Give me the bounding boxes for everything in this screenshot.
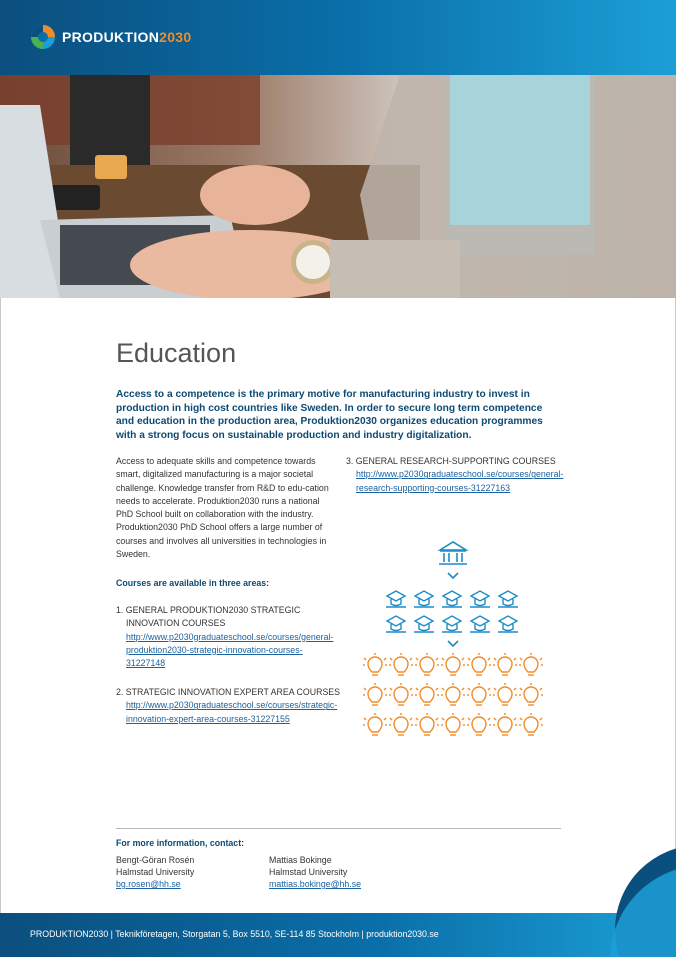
body-column [116, 455, 334, 561]
course-item [116, 604, 334, 670]
body-paragraph: Access to adequate skills and competence towards smart, digitalized manufacturing is a major societal challenge. Knowledge transfer from R&D to edu-cation needs to accelerate. Produktion2030 runs a national PhD School built on collaboration with the industry. Produktion2030 PhD School offers a large number of courses and involves all universities in technologies in Sweden. [116, 456, 329, 560]
chevron-down-icon [448, 573, 458, 578]
logo-wordmark: PRODUKTION2030 [62, 29, 192, 45]
lightbulb-icon [441, 683, 465, 705]
lightbulb-icon [363, 683, 387, 705]
lightbulb-icon [389, 653, 413, 675]
brand-logo[interactable] [30, 24, 191, 50]
lightbulb-icon [363, 713, 387, 735]
lightbulb-icon [519, 653, 543, 675]
contact-org: Halmstad University [116, 867, 195, 877]
contact-person [269, 854, 361, 890]
chevron-down-icon [448, 641, 458, 646]
lightbulb-icon [519, 713, 543, 735]
lightbulb-icon [415, 713, 439, 735]
contact-email[interactable]: mattias.bokinge@hh.se [269, 879, 362, 889]
lightbulb-icon [519, 683, 543, 705]
graduate-cap-icon [442, 616, 462, 632]
course-link[interactable]: http://www.p2030graduateschool.se/courses/general-produktion2030-strategic-innovation-courses-31227148 [126, 631, 334, 669]
course-item [346, 455, 566, 495]
lightbulb-icon [467, 653, 491, 675]
lightbulb-icon [415, 683, 439, 705]
intro-paragraph: Access to a competence is the primary motive for manufacturing industry to invest in production in high cost countries like Sweden. In order to secure long term competence and education in the production area, Produktion2030 organizes education programmes with a strong focus on sustainable production and industry digitalization. [116, 389, 543, 441]
logo-mark-icon [30, 24, 56, 50]
graduate-cap-icon [470, 591, 490, 607]
course-link[interactable]: http://www.p2030graduateschool.se/courses/strategic-innovation-expert-area-courses-31227155 [126, 700, 338, 724]
hero-photo [0, 75, 676, 298]
contact-email[interactable]: bg.rosen@hh.se [116, 879, 181, 889]
graduate-cap-icon [414, 616, 434, 632]
lightbulb-icon [441, 713, 465, 735]
graduate-cap-icon [498, 616, 518, 632]
lightbulb-icon [441, 653, 465, 675]
graduate-cap-icon [386, 591, 406, 607]
graduate-cap-icon [498, 591, 518, 607]
divider [116, 828, 561, 829]
course-item [116, 686, 346, 726]
corner-decoration [590, 820, 676, 957]
lightbulb-icon [389, 713, 413, 735]
lightbulb-icon [363, 653, 387, 675]
education-illustration [360, 536, 560, 746]
lightbulb-icon [467, 713, 491, 735]
university-building-icon [439, 542, 467, 564]
lightbulb-icon [389, 683, 413, 705]
header-bar [0, 0, 676, 75]
lightbulb-icon [493, 683, 517, 705]
lightbulb-icon [415, 653, 439, 675]
areas-heading: Courses are available in three areas: [116, 578, 270, 588]
lightbulb-icon [493, 713, 517, 735]
course-title: 3. GENERAL RESEARCH-SUPPORTING COURSES [346, 456, 556, 466]
graduate-cap-icon [414, 591, 434, 607]
graduate-cap-icon [386, 616, 406, 632]
course-title: 1. GENERAL PRODUKTION2030 STRATEGIC INNOVATION COURSES [116, 605, 301, 629]
footer-text: PRODUKTION2030 | Teknikföretagen, Storgatan 5, Box 5510, SE-114 85 Stockholm | produktion2030.se [30, 929, 439, 939]
lightbulb-icon [493, 653, 517, 675]
contact-name: Mattias Bokinge [269, 855, 332, 865]
course-link[interactable]: http://www.p2030graduateschool.se/courses/general-research-supporting-courses-31227163 [356, 469, 564, 493]
graduate-cap-icon [386, 591, 518, 632]
lightbulb-icon [467, 683, 491, 705]
graduate-cap-icon [470, 616, 490, 632]
lightbulb-icon [363, 653, 543, 735]
graduate-cap-icon [442, 591, 462, 607]
laptop-typing-photo-icon [0, 75, 676, 298]
contact-name: Bengt-Göran Rosén [116, 855, 195, 865]
contact-person [116, 854, 194, 890]
contact-org: Halmstad University [269, 867, 348, 877]
page-title: Education [116, 338, 237, 368]
course-title: 2. STRATEGIC INNOVATION EXPERT AREA COURSES [116, 687, 341, 697]
contact-heading: For more information, contact: [116, 838, 245, 848]
